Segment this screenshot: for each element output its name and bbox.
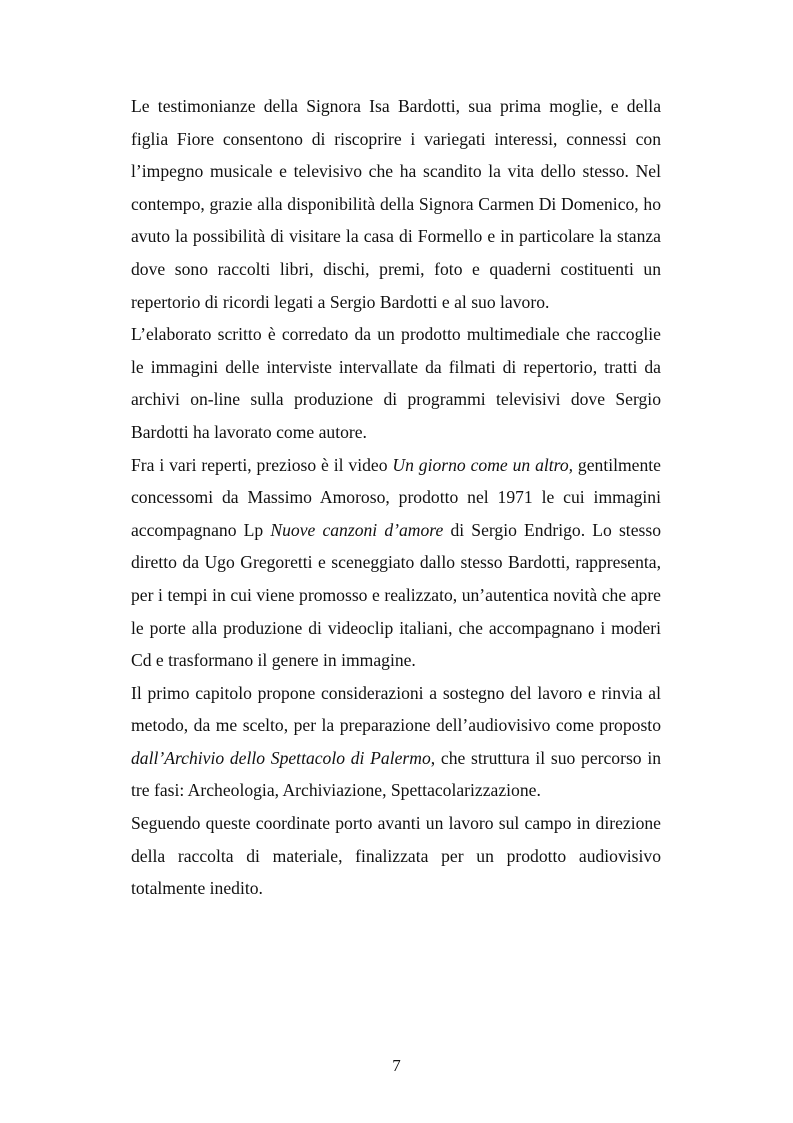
- paragraph-coordinate: [131, 807, 661, 905]
- video-title: Un giorno come un altro,: [392, 454, 574, 475]
- paragraph-elaborato: [131, 318, 661, 448]
- text-run: Fra i vari reperti, prezioso è il video: [131, 454, 393, 475]
- text-run: Il primo capitolo propone considerazioni a sostegno del lavoro e rinvia al metodo, da me scelto, per la preparazione dell’audiovisivo come proposto: [131, 682, 661, 736]
- text-run: L’elaborato scritto è corredato da un prodotto multimediale che raccoglie le immagini delle interviste intervallate da filmati di repertorio, tratti da archivi on-line sulla produzione di programmi televisivi dove Sergio Bardotti ha lavorato come autore.: [131, 324, 661, 442]
- text-run: Le testimonianze della Signora Isa Bardotti, sua prima moglie, e della figlia Fiore consentono di riscoprire i variegati interessi, connessi con l’impegno musicale e televisivo che ha scandito la vita dello stesso. Nel contempo, grazie alla disponibilità della Signora Carmen Di Domenico, ho avuto la possibilità di visitare la casa di Formello e in particolare la stanza dove sono raccolti libri, dischi, premi, foto e quaderni costituenti un repertorio di ricordi legati a Sergio Bardotti e al suo lavoro.: [131, 96, 661, 312]
- paragraph-primo-capitolo: [131, 677, 661, 807]
- text-run: Seguendo queste coordinate porto avanti un lavoro sul campo in direzione della raccolta di materiale, finalizzata per un prodotto audiovisivo totalmente inedito.: [131, 813, 661, 899]
- paragraph-reperti: [131, 449, 661, 677]
- paragraph-testimonianze: [131, 90, 661, 318]
- text-run: di Sergio Endrigo. Lo stesso diretto da Ugo Gregoretti e sceneggiato dallo stesso Bardotti, rappresenta, per i tempi in cui viene promosso e realizzato, un’autentica novità che apre le porte alla produzione di videoclip italiani, che accompagnano i moderi Cd e trasformano il genere in immagine.: [131, 519, 661, 671]
- text-run: gentilmente concessomi da Massimo Amoroso, prodotto nel 1971 le cui immagini accompagnano Lp: [131, 454, 661, 540]
- archive-name: dall’Archivio dello Spettacolo di Palermo: [131, 747, 431, 768]
- body-text: [131, 90, 661, 905]
- text-run: , che struttura il suo percorso in tre fasi: Archeologia, Archiviazione, Spettacolarizzazione.: [131, 747, 661, 801]
- album-title: Nuove canzoni d’amore: [270, 519, 444, 540]
- page-number: 7: [392, 1056, 401, 1075]
